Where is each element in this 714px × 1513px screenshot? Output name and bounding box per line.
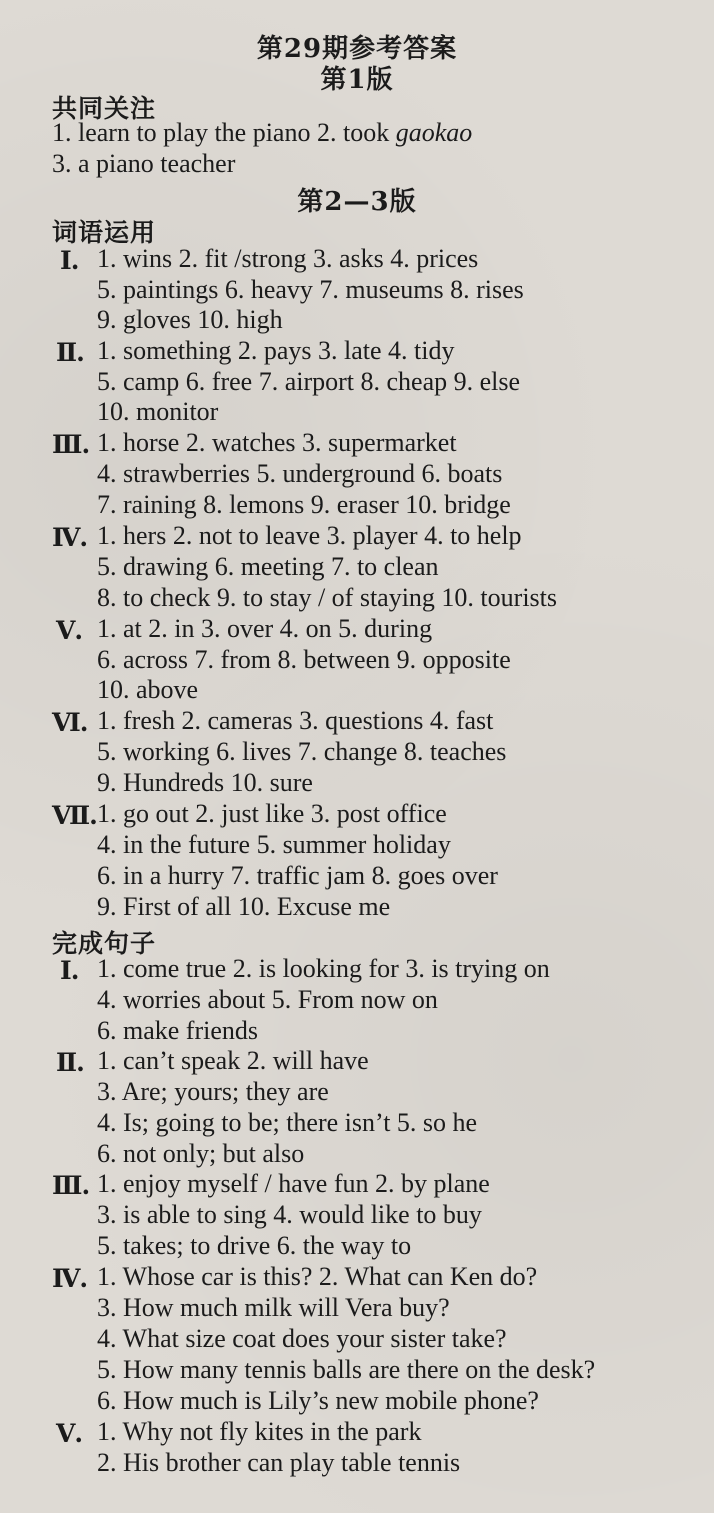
ciyu-answer-line: 10. above [97,675,199,704]
page1-title: 第1版 [320,65,394,95]
section-heading-ciyu: 词语运用 [52,218,157,247]
section-heading-wancheng: 完成句子 [52,929,157,958]
ciyu-group-label: Ⅴ. [56,616,83,645]
gongtong-line-2: 3. a piano teacher [52,149,236,178]
wancheng-answer-line: 6. make friends [97,1016,259,1045]
ciyu-answer-line: 1. wins 2. fit /strong 3. asks 4. prices [97,244,479,273]
wancheng-answer-line: 3. How much milk will Vera buy? [97,1293,450,1322]
ciyu-answer-line: 1. horse 2. watches 3. supermarket [97,428,457,457]
gongtong-line-1 [52,118,472,148]
wancheng-group-label: Ⅱ. [56,1048,84,1077]
ciyu-answer-line: 7. raining 8. lemons 9. eraser 10. bridge [97,490,511,519]
ciyu-answer-line: 5. camp 6. free 7. airport 8. cheap 9. else [97,367,521,396]
ciyu-answer-line: 10. monitor [97,397,219,426]
ciyu-group-label: Ⅵ. [52,708,88,737]
issue-title: 第29期参考答案 [256,34,458,64]
wancheng-answer-line: 1. can’t speak 2. will have [97,1046,369,1075]
ciyu-answer-line: 1. hers 2. not to leave 3. player 4. to help [97,521,522,550]
wancheng-group-label: Ⅴ. [56,1419,83,1448]
wancheng-group-label: Ⅲ. [52,1171,90,1200]
ciyu-answer-line: 1. something 2. pays 3. late 4. tidy [97,336,455,365]
wancheng-answer-line: 2. His brother can play table tennis [97,1448,461,1477]
wancheng-group-label: Ⅳ. [52,1264,88,1293]
ciyu-answer-line: 4. strawberries 5. underground 6. boats [97,459,503,488]
ciyu-answer-line: 8. to check 9. to stay / of staying 10. tourists [97,583,558,612]
wancheng-answer-line: 5. takes; to drive 6. the way to [97,1231,412,1260]
ciyu-answer-line: 5. paintings 6. heavy 7. museums 8. rises [97,275,524,304]
wancheng-answer-line: 4. worries about 5. From now on [97,985,438,1014]
ciyu-group-label: Ⅳ. [52,523,88,552]
ciyu-group-label: Ⅱ. [56,338,84,367]
ciyu-answer-line: 5. drawing 6. meeting 7. to clean [97,552,439,581]
ciyu-answer-line: 1. fresh 2. cameras 3. questions 4. fast [97,706,494,735]
gongtong-line-1-text: 1. learn to play the piano 2. took [52,118,396,147]
page23-title: 第2—3版 [297,187,417,217]
wancheng-answer-line: 1. come true 2. is looking for 3. is trying on [97,954,550,983]
ciyu-group-label: Ⅰ. [60,246,79,275]
wancheng-answer-line: 6. not only; but also [97,1139,305,1168]
ciyu-answer-line: 1. at 2. in 3. over 4. on 5. during [97,614,433,643]
ciyu-answer-line: 1. go out 2. just like 3. post office [97,799,447,828]
ciyu-answer-line: 9. gloves 10. high [97,305,283,334]
gongtong-line-1-italic: gaokao [395,118,473,147]
section-heading-gongtong: 共同关注 [52,94,157,123]
ciyu-answer-line: 9. First of all 10. Excuse me [97,892,391,921]
wancheng-answer-line: 6. How much is Lily’s new mobile phone? [97,1386,539,1415]
ciyu-group-label: Ⅶ. [52,801,97,830]
ciyu-answer-line: 5. working 6. lives 7. change 8. teaches [97,737,507,766]
wancheng-answer-line: 1. Whose car is this? 2. What can Ken do? [97,1262,538,1291]
wancheng-answer-line: 3. is able to sing 4. would like to buy [97,1200,482,1229]
ciyu-answer-line: 4. in the future 5. summer holiday [97,830,451,859]
wancheng-answer-line: 5. How many tennis balls are there on the desk? [97,1355,596,1384]
wancheng-answer-line: 3. Are; yours; they are [97,1077,329,1106]
wancheng-answer-line: 4. Is; going to be; there isn’t 5. so he [97,1108,478,1137]
ciyu-answer-line: 6. in a hurry 7. traffic jam 8. goes over [97,861,498,890]
wancheng-group-label: Ⅰ. [60,956,79,985]
wancheng-answer-line: 1. Why not fly kites in the park [97,1417,422,1446]
ciyu-answer-line: 9. Hundreds 10. sure [97,768,313,797]
ciyu-group-label: Ⅲ. [52,430,90,459]
wancheng-answer-line: 1. enjoy myself / have fun 2. by plane [97,1169,490,1198]
wancheng-answer-line: 4. What size coat does your sister take? [97,1324,507,1353]
ciyu-answer-line: 6. across 7. from 8. between 9. opposite [97,645,511,674]
